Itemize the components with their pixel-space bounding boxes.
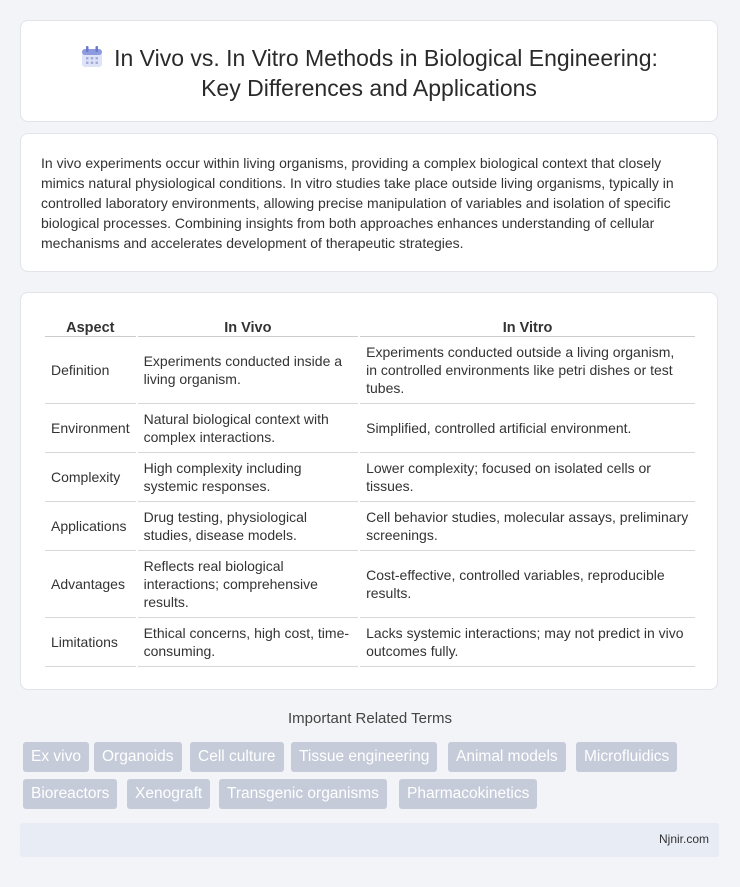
tag-animal-models[interactable]: Animal models <box>448 742 566 772</box>
tag-transgenic-organisms[interactable]: Transgenic organisms <box>219 779 387 809</box>
cell-aspect: Environment <box>45 404 136 453</box>
cell-in-vivo: Ethical concerns, high cost, time-consuming. <box>138 618 359 667</box>
header-in-vitro: In Vitro <box>360 310 695 337</box>
cell-in-vivo: Experiments conducted inside a living organism. <box>138 337 359 404</box>
comparison-table <box>43 310 697 667</box>
table-row <box>45 551 695 618</box>
cell-in-vivo: High complexity including systemic responses. <box>138 453 359 502</box>
tag-organoids[interactable]: Organoids <box>94 742 182 772</box>
title-line-2: Key Differences and Applications <box>201 75 537 101</box>
footer-site[interactable]: Njnir.com <box>658 832 709 846</box>
related-terms-title: Important Related Terms <box>288 710 452 727</box>
cell-aspect: Limitations <box>45 618 136 667</box>
header-in-vivo: In Vivo <box>138 310 359 337</box>
tag-pharmacokinetics[interactable]: Pharmacokinetics <box>399 779 537 809</box>
intro-card <box>20 133 718 272</box>
title-line-1: In Vivo vs. In Vitro Methods in Biological Engineering: <box>114 45 658 71</box>
table-row <box>45 404 695 453</box>
cell-in-vitro: Lower complexity; focused on isolated cells or tissues. <box>360 453 695 502</box>
tag-microfluidics[interactable]: Microfluidics <box>576 742 677 772</box>
table-row <box>45 502 695 551</box>
comparison-table-card <box>20 292 718 690</box>
intro-text: In vivo experiments occur within living organisms, providing a complex biological context that closely mimics natural physiological conditions. In vitro studies take place outside living organisms, typically in controlled laboratory environments, allowing precise manipulation of variables and isolation of specific biological processes. Combining insights from both approaches enhances understanding of cellular mechanisms and accelerates development of therapeutic strategies. <box>41 155 674 251</box>
table-row <box>45 618 695 667</box>
tag-bioreactors[interactable]: Bioreactors <box>23 779 117 809</box>
cell-aspect: Complexity <box>45 453 136 502</box>
title-card <box>20 20 718 122</box>
cell-in-vivo: Natural biological context with complex interactions. <box>138 404 359 453</box>
tag-cell-culture[interactable]: Cell culture <box>190 742 284 772</box>
cell-in-vitro: Cell behavior studies, molecular assays, preliminary screenings. <box>360 502 695 551</box>
cell-in-vitro: Cost-effective, controlled variables, reproducible results. <box>360 551 695 618</box>
table-row <box>45 453 695 502</box>
table-row <box>45 337 695 404</box>
page-title <box>21 43 717 103</box>
tag-xenograft[interactable]: Xenograft <box>127 779 210 809</box>
table-header-row <box>45 310 695 337</box>
cell-aspect: Applications <box>45 502 136 551</box>
cell-in-vivo: Reflects real biological interactions; comprehensive results. <box>138 551 359 618</box>
cell-in-vivo: Drug testing, physiological studies, disease models. <box>138 502 359 551</box>
tag-tissue-engineering[interactable]: Tissue engineering <box>291 742 437 772</box>
tag-ex-vivo[interactable]: Ex vivo <box>23 742 89 772</box>
cell-aspect: Advantages <box>45 551 136 618</box>
cell-in-vitro: Experiments conducted outside a living organism, in controlled environments like petri dishes or test tubes. <box>360 337 695 404</box>
cell-in-vitro: Lacks systemic interactions; may not predict in vivo outcomes fully. <box>360 618 695 667</box>
header-aspect: Aspect <box>45 310 136 337</box>
cell-aspect: Definition <box>45 337 136 404</box>
cell-in-vitro: Simplified, controlled artificial environment. <box>360 404 695 453</box>
calendar-icon <box>80 45 104 69</box>
footer <box>20 823 719 857</box>
